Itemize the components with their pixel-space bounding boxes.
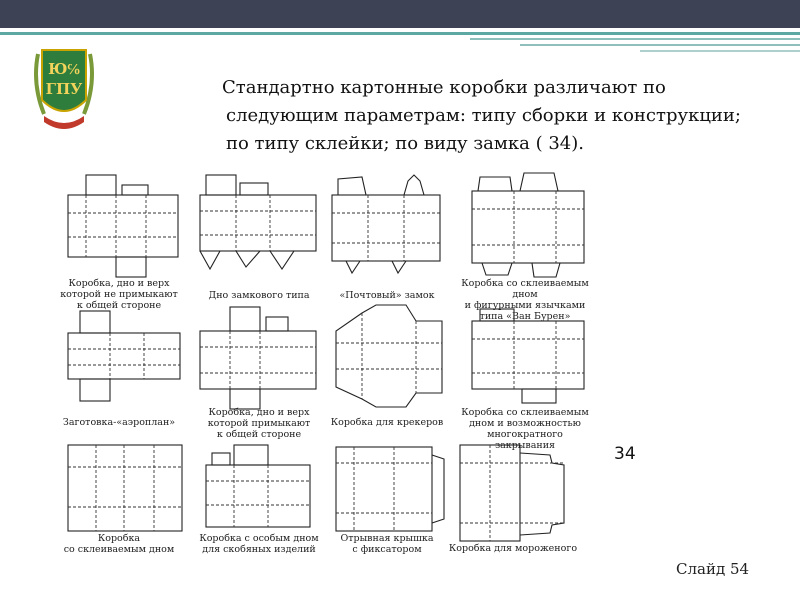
accent-stripe [640,50,800,52]
dieline-box-2 [200,175,316,269]
title-line: по типу склейки; по виду замка ( 34). [226,133,584,154]
dieline-box-6 [200,307,316,409]
figure-caption: Коробка со склеиваемым дном и фигурными язычками типа «Ван Бурен» [461,278,589,322]
top-bar [0,0,800,28]
dieline-box-1 [68,175,178,277]
figure-caption: Коробка со склеиваемым дном [63,533,175,555]
dieline-box-10 [206,445,310,527]
accent-stripe [470,38,800,40]
figure-caption: Коробка для мороженого [448,543,578,554]
svg-text:Ю℅: Ю℅ [48,60,80,78]
slide-title [222,74,792,158]
accent-stripe [0,32,800,35]
dieline-box-8 [472,309,584,403]
dieline-box-4 [472,173,584,277]
figure-caption: Коробка для крекеров [330,417,444,428]
figure-caption: Коробка, дно и верх которой не примыкают к общей стороне [60,278,178,311]
dieline-drawings [60,165,600,560]
figure-caption: Коробка, дно и верх которой примыкают к общей стороне [207,407,311,440]
figure-caption: «Почтовый» замок [339,290,435,301]
box-dieline-figure [60,165,600,560]
university-logo [30,44,98,134]
dieline-box-3 [332,175,440,273]
dieline-box-7 [336,305,442,407]
accent-stripe [520,44,800,46]
svg-text:ГПУ: ГПУ [45,80,83,98]
title-line: Стандартно картонные коробки различают по [222,77,666,98]
figure-caption: Коробка с особым дном для скобяных изделий [199,533,319,555]
dieline-box-5 [68,311,180,401]
figure-number: 34 [614,444,636,464]
figure-caption: Отрывная крышка с фиксатором [340,533,434,555]
slide-number: Слайд 54 [676,560,750,578]
dieline-box-9 [68,445,182,531]
dieline-box-11 [336,447,444,531]
figure-caption: Заготовка-«аэроплан» [62,417,176,428]
title-line: следующим параметрам: типу сборки и конструкции; [226,105,741,126]
figure-caption: Дно замкового типа [208,290,310,301]
figure-caption: Коробка со склеиваемым дном и возможностью многократного закрывания [461,407,589,451]
dieline-box-12 [460,445,564,541]
